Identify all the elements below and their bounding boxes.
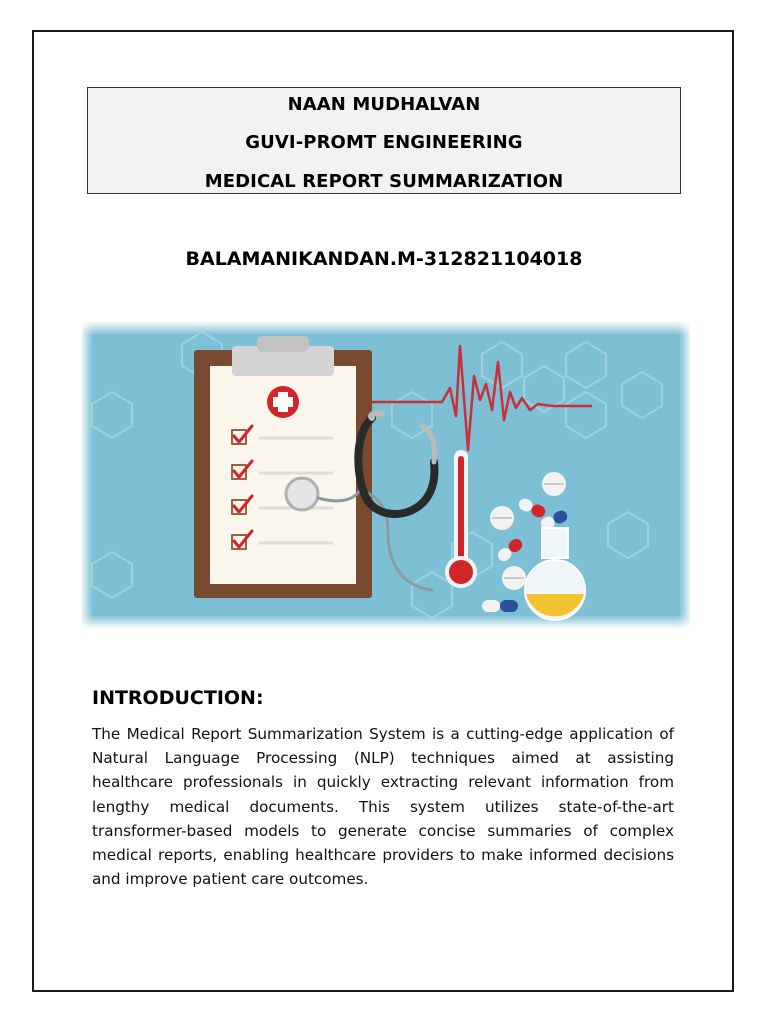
title-box: [87, 87, 681, 194]
medical-illustration: [82, 322, 690, 628]
title-line-project: MEDICAL REPORT SUMMARIZATION: [204, 171, 564, 192]
introduction-body: The Medical Report Summarization System is a cutting-edge application of Natural Language Processing (NLP) techniques aimed at assisting healthcare professionals in quickly extracting relevant information from lengthy medical documents. This system utilizes state-of-the-art transformer-based models to generate concise summaries of complex medical reports, enabling healthcare providers to make informed decisions and improve patient care outcomes.: [92, 725, 674, 889]
medical-cross-icon: [267, 386, 299, 418]
introduction-heading: INTRODUCTION:: [92, 687, 264, 709]
clipboard-icon: [194, 336, 372, 598]
title-line-course: GUVI-PROMT ENGINEERING: [245, 132, 523, 153]
title-line-program: NAAN MUDHALVAN: [287, 94, 481, 115]
author-name: BALAMANIKANDAN.M-312821104018: [185, 248, 583, 270]
